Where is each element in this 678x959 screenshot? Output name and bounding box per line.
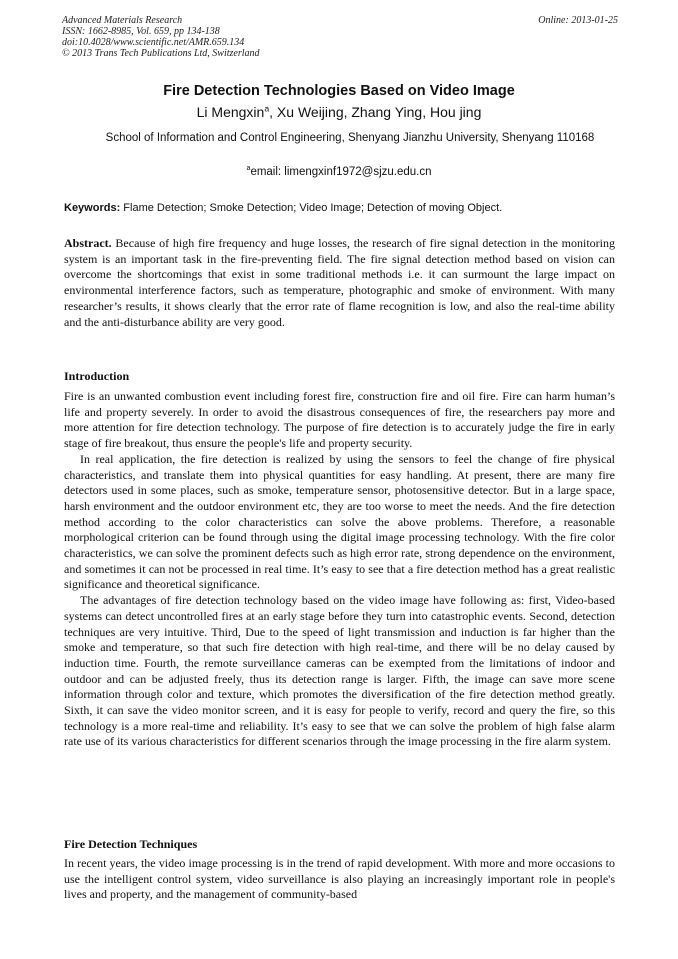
introduction-body [64, 389, 615, 750]
keywords [64, 202, 616, 214]
intro-paragraph-3: The advantages of fire detection technology based on the video image have following as: first, Video-based systems can detect uncontrolled fires at an early stage before they turn into catastrophic events. Second, detection techniques are very intuitive. Third, Due to the speed of light transmission and induction is far higher than the smoke and temperature, so that such fire detection with high real-time, and there will be no delay caused by induction time. Fourth, the remote surveillance cameras can be exempted from the limitations of indoor and outdoor and can be adjusted freely, thus its detection range is larger. Fifth, the image can save more scene information through color and texture, which promotes the diversification of the fire detection method greatly. Sixth, it can save the video monitor screen, and it is easy for people to verify, record and query the fire, so this technology is a more real-time and reliability. It’s easy to see that we can solve the problem of high false alarm rate use of its various characteristics for different scenarios through the image processing in the fire alarm system. [64, 593, 615, 749]
keywords-text: Flame Detection; Smoke Detection; Video Image; Detection of moving Object. [120, 202, 503, 214]
section-heading-introduction: Introduction [64, 369, 130, 383]
paper-title: Fire Detection Technologies Based on Video Image [163, 83, 515, 99]
intro-paragraph-1: Fire is an unwanted combustion event including forest fire, construction fire and oil fire. Fire can harm human’s life and property severely. In order to avoid the disastrous consequences of fire, the researchers pay more and more attention for fire detection technology. The purpose of fire detection is to accurately judge the fire in early stage of fire breakout, thus ensure the people's life and property security. [64, 389, 615, 451]
author-list [0, 104, 678, 120]
intro-paragraph-2: In real application, the fire detection is realized by using the sensors to feel the change of fire physical characteristics, and translate them into physical quantities for easy handling. At present, there are many fire detectors used in some places, such as smoke, temperature sensor, photosensitive detector. But in a large space, harsh environment and the outdoor environment etc, they are too worse to meet the needs. And the fire detection method according to the color characteristics can solve the above problems. Therefore, a reasonable morphological criterion can be found through using the digital image processing technology. With the fire color characteristics, we can solve the prominent defects such as high error rate, strong dependence on the environment, and sometimes it can not be processed in real time. It’s easy to see that a fire detection method has a great realistic significance and theoretical significance. [64, 451, 615, 592]
fire-detection-body [64, 856, 615, 903]
other-authors: , Xu Weijing, Zhang Ying, Hou jing [269, 104, 482, 120]
issn-line: ISSN: 1662-8985, Vol. 659, pp 134-138 [62, 26, 220, 37]
email-line [0, 166, 678, 178]
journal-name: Advanced Materials Research [62, 15, 183, 26]
email-superscript: a [246, 164, 251, 173]
email-text: email: limengxinf1972@sjzu.edu.cn [250, 166, 432, 178]
abstract-label: Abstract. [64, 236, 112, 250]
online-date: Online: 2013-01-25 [538, 15, 618, 26]
doi-line: doi:10.4028/www.scientific.net/AMR.659.134 [62, 37, 245, 48]
keywords-label: Keywords: [64, 202, 121, 214]
abstract-text: Because of high fire frequency and huge losses, the research of fire signal detection in the monitoring system is an important task in the fire-preventing field. The fire signal detection method based on vision can overcome the shortcomings that exist in some traditional methods i.e. it can surmount the large impact on environmental interference factors, such as temperature, photographic and smoke of environment. With many researcher’s results, it shows clearly that the error rate of flame recognition is low, and also the real-time ability and the anti-disturbance ability are very good. [64, 236, 615, 329]
journal-header [62, 15, 618, 59]
author-superscript: a [264, 103, 270, 114]
affiliation: School of Information and Control Engineering, Shenyang Jianzhu University, Shenyang 110168 [105, 132, 595, 144]
first-author: Li Mengxin [196, 104, 265, 120]
section-heading-fire-detection-techniques: Fire Detection Techniques [64, 837, 198, 851]
copyright-line: © 2013 Trans Tech Publications Ltd, Switzerland [62, 48, 260, 59]
fdt-paragraph-1: In recent years, the video image processing is in the trend of rapid development. With more and more occasions to use the intelligent control system, video surveillance is also playing an increasingly important role in people's lives and property, and the management of community-based [64, 856, 615, 902]
abstract [64, 236, 615, 330]
